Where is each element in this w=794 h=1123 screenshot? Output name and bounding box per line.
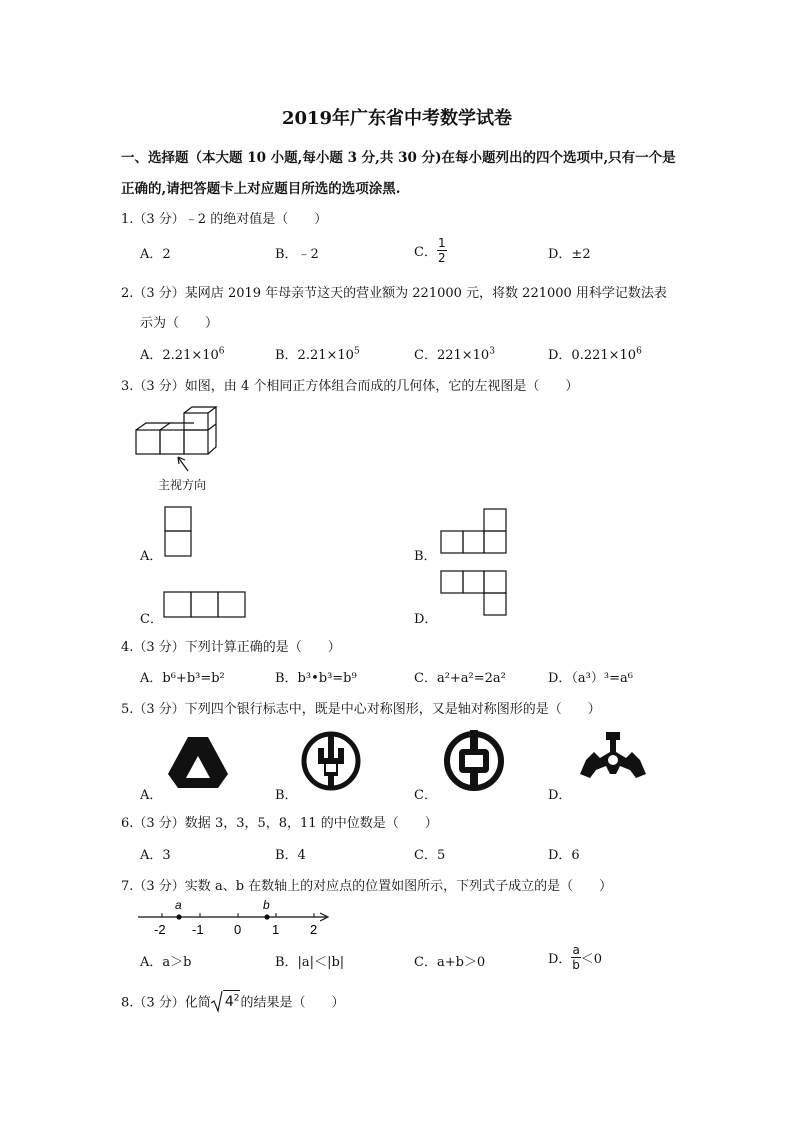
question-2-line1: 2.（3 分）某网店 2019 年母亲节这天的营业额为 221000 元，将数 221000 用科学记数法表 bbox=[121, 286, 667, 301]
q8-sqrt-expression: $4^2$ bbox=[211, 990, 241, 1012]
q2-option-d: D．$0.221\times 10^6$ bbox=[548, 346, 642, 363]
q1-option-c-label: C． bbox=[414, 245, 437, 260]
q1-option-d: D．±2 bbox=[548, 247, 591, 262]
q3-option-b-label: B． bbox=[414, 549, 437, 564]
question-2-line2: 示为（ ） bbox=[140, 316, 219, 331]
question-1: 1.（3 分）﹣2 的绝对值是（ ） bbox=[121, 212, 328, 227]
tick-label-neg1: -1 bbox=[192, 922, 204, 937]
q3-option-a-label: A． bbox=[140, 549, 163, 564]
q1-option-a: A．2 bbox=[140, 247, 171, 262]
q5-option-a-logo bbox=[166, 734, 230, 790]
q7-option-d: D． $\frac{a}{b}$ ＜0 bbox=[548, 943, 603, 972]
q2-option-c: C．$221\times 10^3$ bbox=[414, 346, 495, 363]
q7-number-line bbox=[136, 896, 336, 938]
q5-option-d-logo bbox=[578, 730, 648, 790]
q6-option-c: C．5 bbox=[414, 848, 446, 863]
q7-option-b: B．|a|＜|b| bbox=[275, 955, 345, 970]
q3-option-a-figure bbox=[164, 506, 192, 558]
section-heading-line1: 一、选择题（本大题 10 小题,每小题 3 分,共 30 分)在每小题列出的四个选项中,只有一个是 bbox=[121, 150, 676, 166]
point-a bbox=[176, 914, 181, 919]
q1-option-b: B．﹣2 bbox=[275, 247, 319, 262]
q6-option-d: D．6 bbox=[548, 848, 580, 863]
tick-label-neg2: -2 bbox=[154, 922, 166, 937]
question-6: 6.（3 分）数据 3，3，5，8，11 的中位数是（ ） bbox=[121, 816, 438, 831]
q1-option-c bbox=[414, 236, 447, 265]
q4-option-c: C．a²+a²=2a² bbox=[414, 671, 506, 686]
q6-option-a: A．3 bbox=[140, 848, 171, 863]
q2-option-b: B．$2.21\times 10^5$ bbox=[275, 346, 360, 363]
q2-option-a: A．$2.21\times 10^6$ bbox=[140, 346, 225, 363]
q4-option-a: A．b⁶+b³=b² bbox=[140, 671, 225, 686]
point-b-label: b bbox=[263, 898, 270, 912]
q3-option-d-label: D． bbox=[414, 612, 438, 627]
q3-figure-caption: 主视方向 bbox=[158, 478, 207, 492]
question-8: 8.（3 分）化简 $4^2$的结果是（ ） bbox=[121, 990, 344, 1012]
tick-label-1: 1 bbox=[272, 922, 280, 937]
q4-option-d: D．（a³）³=a⁶ bbox=[548, 671, 633, 686]
q5-option-d-label: D． bbox=[548, 788, 572, 803]
q3-option-b-figure bbox=[440, 508, 510, 556]
q3-option-c-figure bbox=[163, 591, 249, 619]
q5-option-c-label: C． bbox=[414, 788, 437, 803]
q5-option-a-label: A． bbox=[140, 788, 163, 803]
q3-option-d-figure bbox=[440, 570, 510, 618]
q5-option-b-label: B． bbox=[275, 788, 298, 803]
q7-option-a: A．a＞b bbox=[140, 955, 192, 970]
tick-label-0: 0 bbox=[234, 922, 242, 937]
q7-option-d-fraction: $\frac{a}{b}$ bbox=[572, 943, 580, 972]
q3-option-c-label: C． bbox=[140, 612, 163, 627]
question-3: 3.（3 分）如图，由 4 个相同正方体组合而成的几何体，它的左视图是（ ） bbox=[121, 379, 579, 394]
tick-label-2: 2 bbox=[310, 922, 318, 937]
question-7: 7.（3 分）实数 a、b 在数轴上的对应点的位置如图所示，下列式子成立的是（ ） bbox=[121, 879, 613, 894]
question-4: 4.（3 分）下列计算正确的是（ ） bbox=[121, 640, 341, 655]
q5-option-c-logo bbox=[443, 728, 505, 792]
q7-option-c: C．a+b＞0 bbox=[414, 955, 486, 970]
q6-option-b: B．4 bbox=[275, 848, 306, 863]
sqrt-sign-icon bbox=[211, 990, 223, 1012]
question-5: 5.（3 分）下列四个银行标志中，既是中心对称图形，又是轴对称图形的是（ ） bbox=[121, 702, 601, 717]
point-a-label: a bbox=[175, 898, 182, 912]
page-title: 2019年广东省中考数学试卷 bbox=[281, 108, 513, 129]
section-heading-line2: 正确的,请把答题卡上对应题目所选的选项涂黑. bbox=[121, 181, 401, 197]
q1-option-c-fraction: $\frac{1}{2}$ bbox=[437, 236, 446, 265]
q4-option-b: B．b³•b³=b⁹ bbox=[275, 671, 357, 686]
q5-option-b-logo bbox=[300, 730, 362, 792]
point-b bbox=[264, 914, 269, 919]
